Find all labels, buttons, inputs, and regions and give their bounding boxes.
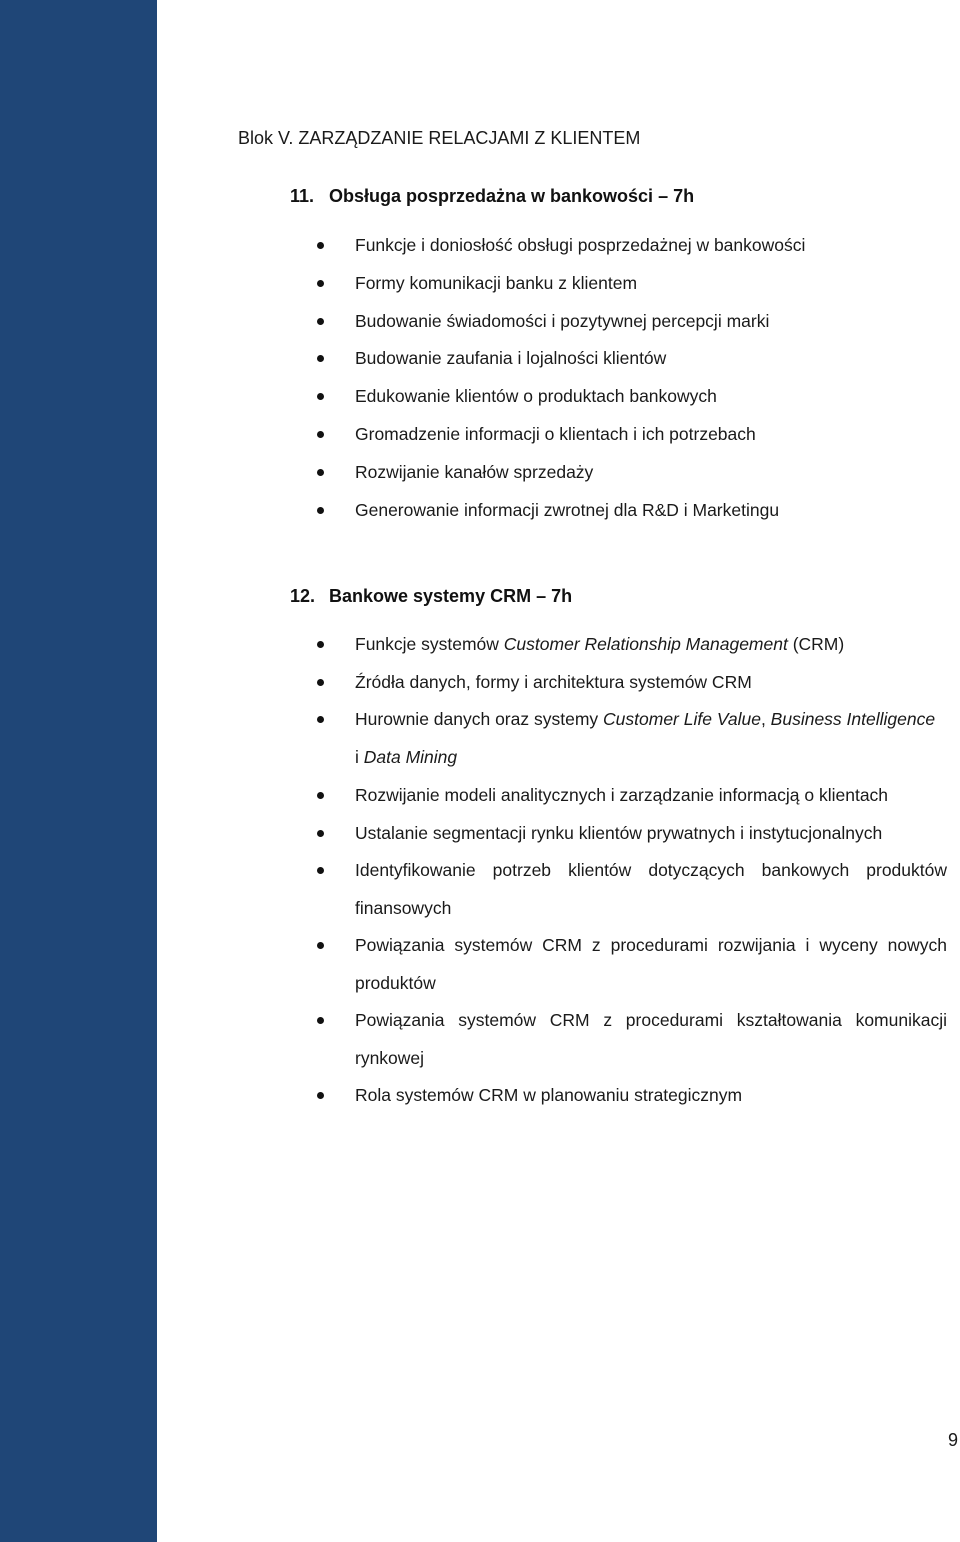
section-number: 12. — [290, 586, 316, 606]
bullet-icon — [317, 641, 324, 648]
list-item: Generowanie informacji zwrotnej dla R&D i Marketingu — [355, 492, 779, 530]
list-item: Budowanie świadomości i pozytywnej percepcji marki — [355, 303, 769, 341]
bullet-icon — [317, 679, 324, 686]
section-title: Bankowe systemy CRM – 7h — [329, 586, 573, 606]
list-item: Rozwijanie modeli analitycznych i zarządzanie informacją o klientach — [355, 777, 888, 815]
list-item: Źródła danych, formy i architektura systemów CRM — [355, 664, 752, 702]
bullet-icon — [317, 716, 324, 723]
list-item: Powiązania systemów CRM z procedurami rozwijania i wyceny nowych produktów — [355, 927, 947, 1002]
section-number: 11. — [290, 186, 315, 206]
list-item: Funkcje systemów Customer Relationship Management (CRM) — [355, 626, 844, 664]
bullet-icon — [317, 942, 324, 949]
list-item: Rozwijanie kanałów sprzedaży — [355, 454, 593, 492]
bullet-icon — [317, 393, 324, 400]
list-item: Ustalanie segmentacji rynku klientów prywatnych i instytucjonalnych — [355, 815, 882, 853]
bullet-icon — [317, 830, 324, 837]
list-item: Edukowanie klientów o produktach bankowych — [355, 378, 717, 416]
list-item: Funkcje i doniosłość obsługi posprzedażnej w bankowości — [355, 227, 805, 265]
list-item: Rola systemów CRM w planowaniu strategicznym — [355, 1077, 742, 1115]
section-heading-12 — [290, 584, 572, 608]
bullet-icon — [317, 318, 324, 325]
list-item: Identyfikowanie potrzeb klientów dotyczących bankowych produktów finansowych — [355, 852, 947, 927]
bullet-icon — [317, 1092, 324, 1099]
page-number: 9 — [948, 1430, 959, 1450]
bullet-icon — [317, 469, 324, 476]
bullet-icon — [317, 1017, 324, 1024]
list-item: Formy komunikacji banku z klientem — [355, 265, 637, 303]
bullet-icon — [317, 280, 324, 287]
block-title: Blok V. ZARZĄDZANIE RELACJAMI Z KLIENTEM — [238, 128, 641, 148]
section-heading-11 — [290, 184, 694, 208]
bullet-icon — [317, 431, 324, 438]
list-item: Gromadzenie informacji o klientach i ich potrzebach — [355, 416, 756, 454]
section-title: Obsługa posprzedażna w bankowości – 7h — [329, 186, 695, 206]
bullet-icon — [317, 355, 324, 362]
list-item: Budowanie zaufania i lojalności klientów — [355, 340, 666, 378]
list-item: Hurownie danych oraz systemy Customer Life Value, Business Intelligence i Data Mining — [355, 701, 947, 776]
list-item: Powiązania systemów CRM z procedurami kształtowania komunikacji rynkowej — [355, 1002, 947, 1077]
side-bar — [0, 0, 157, 1542]
bullet-icon — [317, 792, 324, 799]
bullet-icon — [317, 507, 324, 514]
bullet-icon — [317, 867, 324, 874]
bullet-icon — [317, 242, 324, 249]
